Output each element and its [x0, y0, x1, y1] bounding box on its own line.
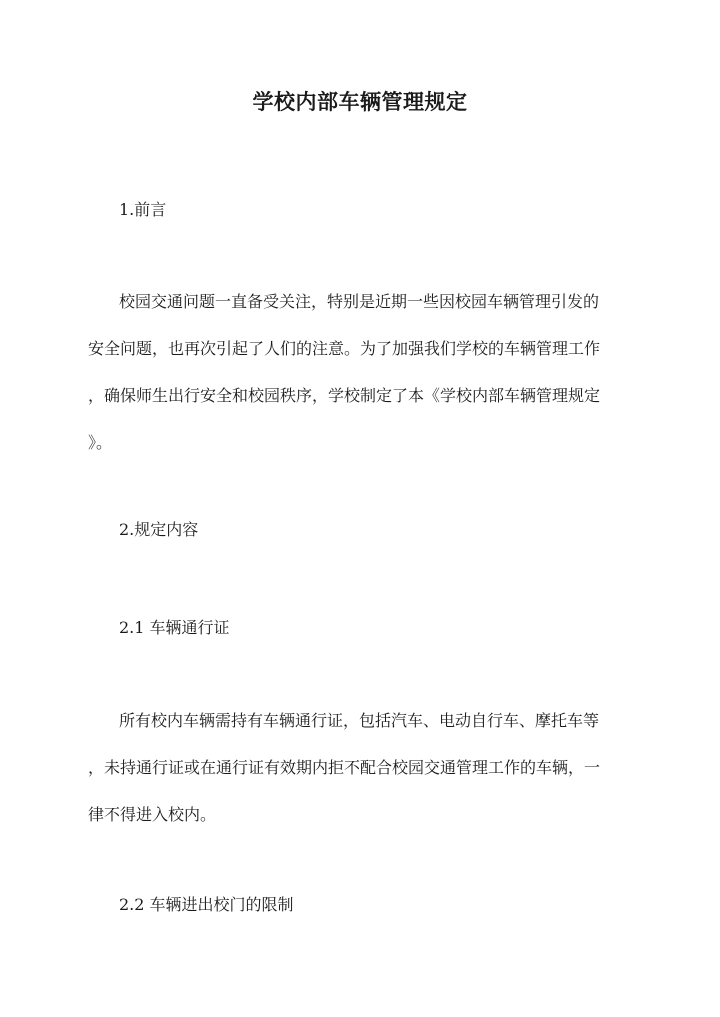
- section-heading-content: 2.规定内容: [119, 520, 199, 539]
- paragraph-vehicle-pass: [88, 709, 638, 850]
- paragraph-line: 校园交通问题一直备受关注，特别是近期一些因校园车辆管理引发的: [119, 292, 600, 311]
- paragraph-line: 安全问题，也再次引起了人们的注意。为了加强我们学校的车辆管理工作: [88, 339, 601, 358]
- section-heading-vehicle-pass: 2.1 车辆通行证: [119, 618, 230, 637]
- paragraph-line: ，未持通行证或在通行证有效期内拒不配合校园交通管理工作的车辆，一: [88, 758, 601, 777]
- paragraph-line: 所有校内车辆需持有车辆通行证，包括汽车、电动自行车、摩托车等: [119, 711, 600, 730]
- document-title: 学校内部车辆管理规定: [252, 89, 468, 114]
- paragraph-preface: [88, 290, 638, 478]
- paragraph-line: 》。: [88, 433, 113, 452]
- section-heading-gate-restrictions: 2.2 车辆进出校门的限制: [119, 895, 294, 914]
- section-heading-preface: 1.前言: [119, 200, 167, 219]
- paragraph-line: 律不得进入校内。: [88, 805, 217, 824]
- paragraph-line: ，确保师生出行安全和校园秩序，学校制定了本《学校内部车辆管理规定: [88, 386, 601, 405]
